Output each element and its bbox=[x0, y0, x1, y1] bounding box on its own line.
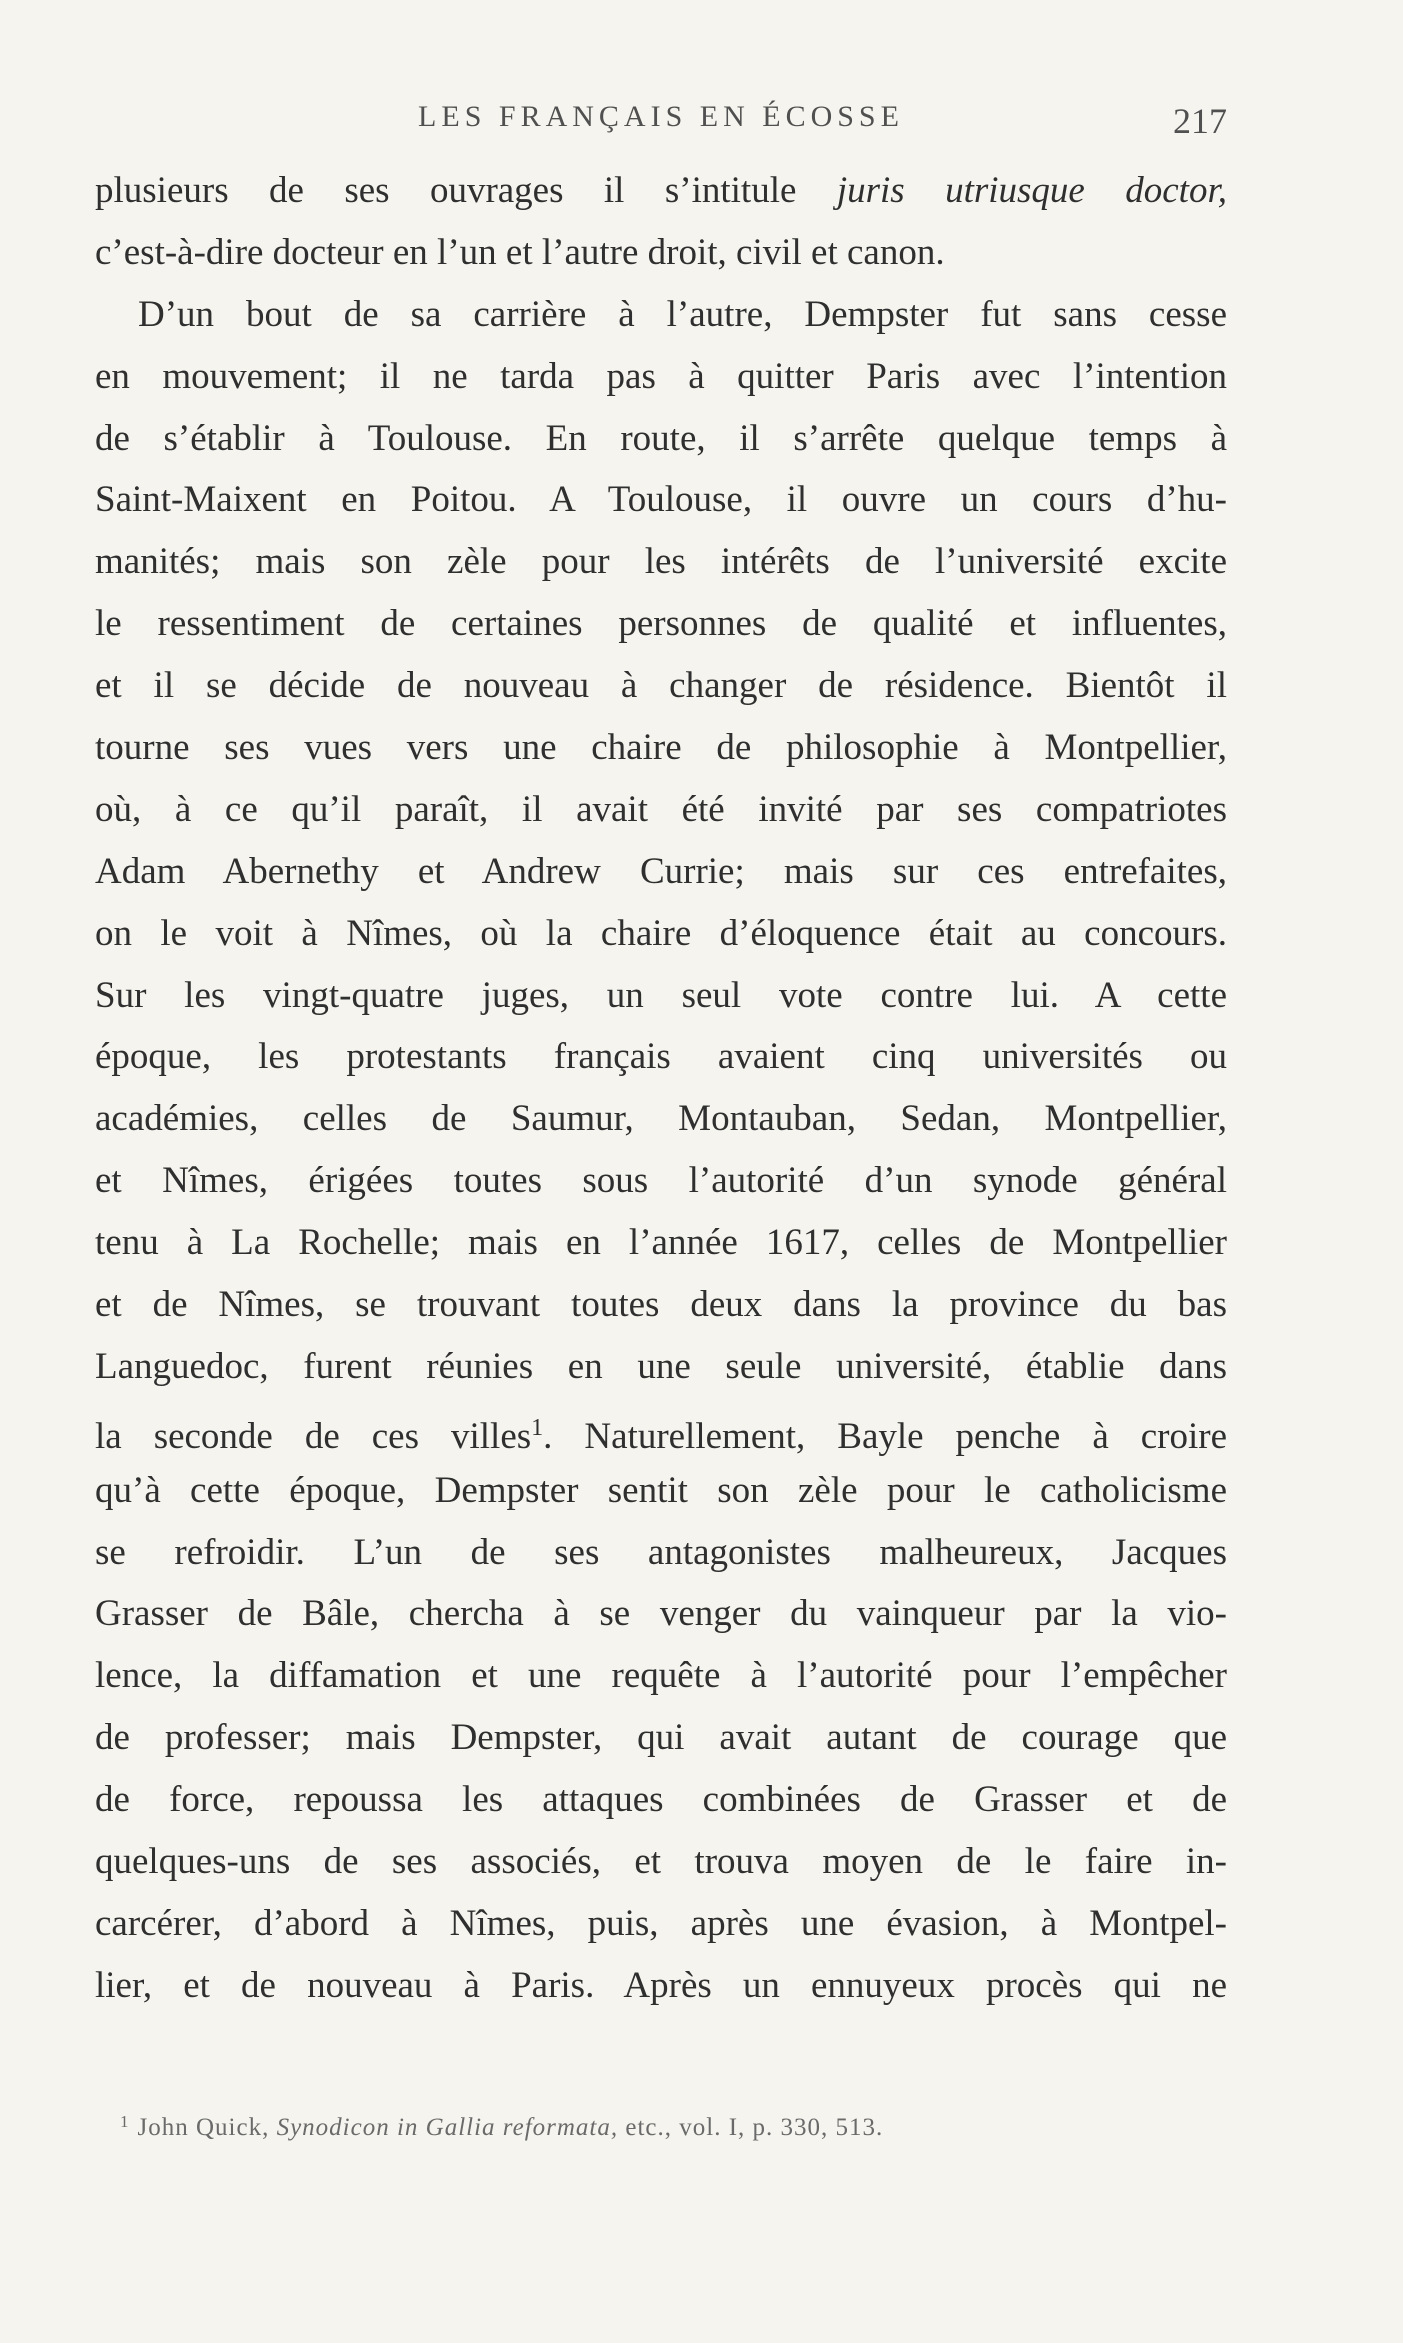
text-line: tenu à La Rochelle; mais en l’année 1617, celles de Montpellier bbox=[95, 1222, 1227, 1264]
page-number: 217 bbox=[1173, 101, 1227, 141]
text-line: manités; mais son zèle pour les intérêts de l’université excite bbox=[95, 541, 1227, 583]
text-line: de force, repoussa les attaques combinées de Grasser et de bbox=[95, 1779, 1227, 1821]
text-line: Languedoc, furent réunies en une seule université, établie dans bbox=[95, 1345, 1227, 1387]
text-line: quelques-uns de ses associés, et trouva moyen de le faire in- bbox=[95, 1841, 1227, 1883]
text-line: où, à ce qu’il paraît, il avait été invité par ses compatriotes bbox=[95, 788, 1227, 830]
text-line: on le voit à Nîmes, où la chaire d’éloquence était au concours. bbox=[95, 912, 1227, 954]
text-line: Saint-Maixent en Poitou. A Toulouse, il ouvre un cours d’hu- bbox=[95, 479, 1227, 521]
text-line: en mouvement; il ne tarda pas à quitter Paris avec l’intention bbox=[95, 355, 1227, 397]
text-line: de s’établir à Toulouse. En route, il s’arrête quelque temps à bbox=[95, 417, 1227, 459]
text-line: lier, et de nouveau à Paris. Après un ennuyeux procès qui ne bbox=[95, 1964, 1227, 2006]
footnote-author: John Quick, bbox=[137, 2114, 277, 2141]
text-line: se refroidir. L’un de ses antagonistes malheureux, Jacques bbox=[95, 1531, 1227, 1573]
text-line bbox=[95, 160, 1227, 222]
text-line: qu’à cette époque, Dempster sentit son zèle pour le catholicisme bbox=[95, 1469, 1227, 1511]
text-line: carcérer, d’abord à Nîmes, puis, après une évasion, à Montpel- bbox=[95, 1902, 1227, 1944]
text-segment: la seconde de ces villes bbox=[95, 1415, 532, 1457]
text-line: c’est-à-dire docteur en l’un et l’autre droit, civil et canon. bbox=[95, 231, 945, 273]
text-segment: . Naturellement, Bayle penche à croire bbox=[543, 1415, 1227, 1457]
text-line: Sur les vingt-quatre juges, un seul vote contre lui. A cette bbox=[95, 974, 1227, 1016]
text-line: académies, celles de Saumur, Montauban, Sedan, Montpellier, bbox=[95, 1098, 1227, 1140]
page-header bbox=[95, 100, 1227, 144]
body-text bbox=[95, 160, 1227, 2017]
latin-title: juris utriusque doctor, bbox=[836, 170, 1227, 211]
text-line: et de Nîmes, se trouvant toutes deux dans la province du bas bbox=[95, 1284, 1227, 1326]
footnote-citation: etc., vol. I, p. 330, 513. bbox=[618, 2114, 884, 2141]
text-line: époque, les protestants français avaient cinq universités ou bbox=[95, 1036, 1227, 1078]
running-head: LES FRANÇAIS EN ÉCOSSE bbox=[418, 100, 904, 133]
footnote-reference: 1 bbox=[531, 1414, 544, 1441]
text-line: de professer; mais Dempster, qui avait autant de courage que bbox=[95, 1717, 1227, 1759]
text-line: Adam Abernethy et Andrew Currie; mais sur ces entrefaites, bbox=[95, 850, 1227, 892]
text-line: Grasser de Bâle, chercha à se venger du vainqueur par la vio- bbox=[95, 1593, 1227, 1635]
text-line: D’un bout de sa carrière à l’autre, Dempster fut sans cesse bbox=[138, 293, 1227, 335]
text-line: tourne ses vues vers une chaire de philosophie à Montpellier, bbox=[95, 727, 1227, 769]
text-line: et il se décide de nouveau à changer de résidence. Bientôt il bbox=[95, 665, 1227, 707]
footnote-mark: 1 bbox=[120, 2112, 130, 2131]
footnote bbox=[120, 2112, 883, 2142]
text-line: et Nîmes, érigées toutes sous l’autorité d’un synode général bbox=[95, 1160, 1227, 1202]
footnote-title: Synodicon in Gallia reformata, bbox=[276, 2114, 619, 2141]
text-segment: plusieurs de ses ouvrages il s’intitule bbox=[95, 170, 837, 211]
text-line: lence, la diffamation et une requête à l’autorité pour l’empêcher bbox=[95, 1655, 1227, 1697]
text-line bbox=[95, 1398, 1227, 1460]
text-line: le ressentiment de certaines personnes de qualité et influentes, bbox=[95, 603, 1227, 645]
